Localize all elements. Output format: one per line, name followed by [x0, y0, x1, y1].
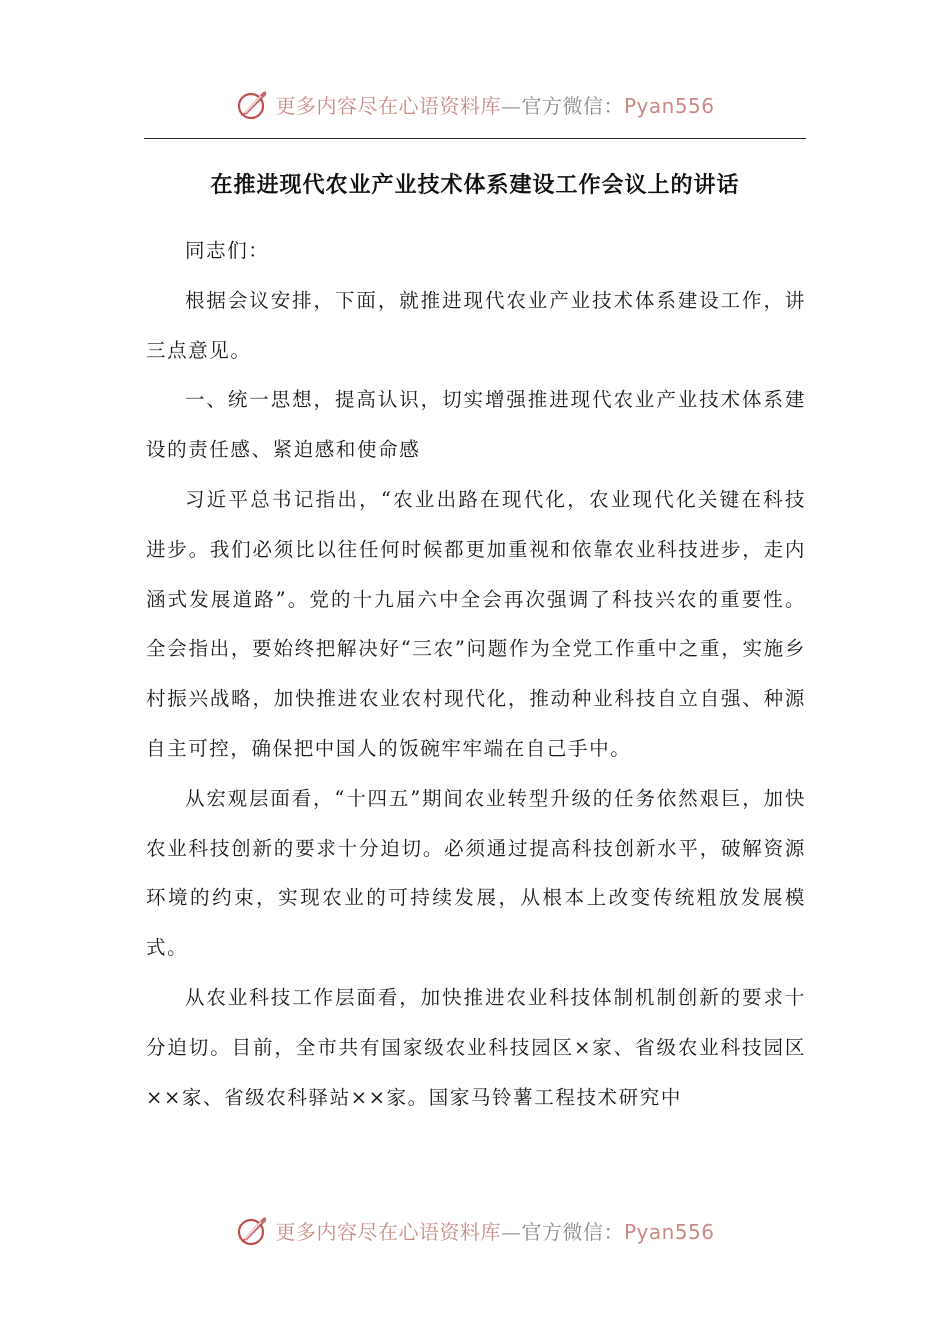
paragraph: 根据会议安排，下面，就推进现代农业产业技术体系建设工作，讲三点意见。 — [146, 288, 806, 362]
paragraph: 从农业科技工作层面看，加快推进农业科技体制机制创新的要求十分迫切。目前，全市共有国家级农业科技园区×家、省级农业科技园区××家、省级农科驿站××家。国家马铃薯工程技术研究中 — [146, 985, 806, 1109]
watermark-main: 更多内容尽在心语资料库 — [275, 93, 501, 118]
watermark-dash: — — [500, 93, 522, 118]
header-watermark — [0, 84, 950, 124]
watermark-wechat-id: Pyan556 — [623, 1219, 715, 1244]
paragraph: 从宏观层面看，“十四五”期间农业转型升级的任务依然艰巨，加快农业科技创新的要求十分迫切。必须通过提高科技创新水平，破解资源环境的约束，实现农业的可持续发展，从根本上改变传统粗放发展模式。 — [146, 786, 806, 960]
watermark-wechat-id: Pyan556 — [623, 93, 715, 118]
quill-pen-circle-icon — [235, 1212, 271, 1248]
watermark-text — [275, 90, 714, 119]
header-divider — [144, 138, 806, 139]
quill-pen-circle-icon — [235, 86, 271, 122]
document-title: 在推进现代农业产业技术体系建设工作会议上的讲话 — [210, 173, 740, 198]
watermark-wechat-label: 官方微信： — [521, 93, 624, 118]
watermark-main: 更多内容尽在心语资料库 — [275, 1219, 501, 1244]
watermark-wechat-label: 官方微信： — [521, 1219, 624, 1244]
watermark-dash: — — [500, 1219, 522, 1244]
footer-watermark — [0, 1210, 950, 1250]
watermark-text — [275, 1216, 714, 1245]
paragraph: 习近平总书记指出，“农业出路在现代化，农业现代化关键在科技进步。我们必须比以往任何时候都更加重视和依靠农业科技进步，走内涵式发展道路”。党的十九届六中全会再次强调了科技兴农的重要性。全会指出，要始终把解决好“三农”问题作为全党工作重中之重，实施乡村振兴战略，加快推进农业农村现代化，推动种业科技自立自强、种源自主可控，确保把中国人的饭碗牢牢端在自己手中。 — [146, 487, 806, 760]
document-body — [146, 226, 806, 1122]
paragraph: 同志们： — [185, 239, 270, 262]
section-heading: 一、统一思想，提高认识，切实增强推进现代农业产业技术体系建设的责任感、紧迫感和使命感 — [146, 388, 806, 462]
